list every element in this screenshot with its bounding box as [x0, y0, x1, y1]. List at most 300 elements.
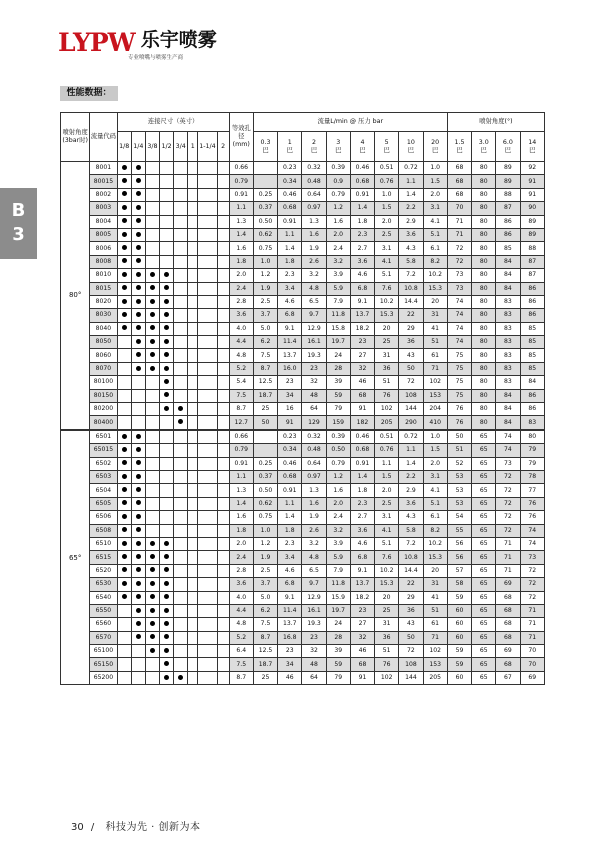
orifice-cell: 0.91	[229, 188, 253, 201]
connection-cell	[117, 645, 131, 658]
flow-cell: 0.72	[399, 430, 423, 444]
orifice-cell: 0.66	[229, 430, 253, 444]
table-row	[61, 484, 545, 497]
connection-cell	[117, 295, 131, 308]
connection-cell	[145, 658, 159, 671]
available-dot-icon	[136, 165, 141, 170]
connection-cell	[159, 484, 173, 497]
connection-cell	[159, 188, 173, 201]
flow-cell: 0.91	[350, 457, 374, 470]
flow-cell: 3.9	[326, 269, 350, 282]
flow-cell: 15.8	[326, 322, 350, 335]
available-dot-icon	[122, 272, 127, 277]
table-row	[61, 430, 545, 444]
connection-cell	[174, 362, 188, 375]
angle-cell: 72	[520, 578, 544, 591]
header-conn-size: 1	[188, 132, 198, 162]
flow-cell: 4.1	[375, 255, 399, 268]
connection-cell	[159, 604, 173, 617]
connection-cell	[131, 604, 145, 617]
flow-cell: 1.4	[278, 242, 302, 255]
page-footer	[71, 818, 201, 833]
connection-cell	[198, 269, 217, 282]
flow-cell: 3.1	[375, 511, 399, 524]
available-dot-icon	[136, 634, 141, 639]
connection-cell	[217, 537, 229, 550]
flow-cell: 91	[350, 671, 374, 684]
connection-cell	[188, 416, 198, 430]
connection-cell	[145, 322, 159, 335]
connection-cell	[188, 537, 198, 550]
connection-cell	[217, 175, 229, 188]
connection-cell	[117, 175, 131, 188]
flow-cell: 1.6	[326, 215, 350, 228]
connection-cell	[131, 578, 145, 591]
angle-cell: 60	[447, 631, 471, 644]
connection-cell	[198, 309, 217, 322]
angle-cell: 86	[520, 403, 544, 416]
connection-cell	[117, 202, 131, 215]
flow-cell: 61	[423, 349, 447, 362]
orifice-cell: 4.0	[229, 591, 253, 604]
connection-cell	[188, 551, 198, 564]
angle-cell: 65	[472, 497, 496, 510]
flow-cell	[253, 444, 277, 457]
flow-cell: 68	[350, 389, 374, 402]
flow-cell: 6.8	[350, 551, 374, 564]
flow-cell: 0.97	[302, 470, 326, 483]
connection-cell	[188, 671, 198, 684]
connection-cell	[145, 618, 159, 631]
connection-cell	[188, 631, 198, 644]
flow-cell: 29	[399, 322, 423, 335]
connection-cell	[174, 484, 188, 497]
flow-cell: 1.1	[375, 457, 399, 470]
connection-cell	[131, 295, 145, 308]
connection-cell	[117, 591, 131, 604]
table-row	[61, 604, 545, 617]
available-dot-icon	[164, 648, 169, 653]
flow-code-cell: 8040	[90, 322, 117, 335]
available-dot-icon	[178, 675, 183, 680]
available-dot-icon	[164, 406, 169, 411]
flow-cell: 27	[350, 618, 374, 631]
connection-cell	[217, 618, 229, 631]
pressure-unit: 巴	[262, 146, 269, 154]
table-row	[61, 511, 545, 524]
angle-cell: 70	[520, 658, 544, 671]
flow-cell: 144	[399, 403, 423, 416]
flow-cell: 3.2	[326, 255, 350, 268]
orifice-cell: 3.6	[229, 578, 253, 591]
connection-cell	[159, 215, 173, 228]
available-dot-icon	[122, 285, 127, 290]
flow-cell: 4.1	[423, 215, 447, 228]
connection-cell	[188, 242, 198, 255]
flow-cell: 32	[302, 645, 326, 658]
flow-cell: 20	[423, 564, 447, 577]
flow-cell: 31	[375, 349, 399, 362]
flow-cell: 15.3	[423, 551, 447, 564]
flow-cell: 2.2	[399, 470, 423, 483]
angle-cell: 69	[496, 578, 520, 591]
flow-cell: 9.7	[302, 309, 326, 322]
flow-cell: 4.1	[375, 524, 399, 537]
flow-cell: 1.5	[375, 202, 399, 215]
connection-cell	[159, 537, 173, 550]
connection-cell	[188, 255, 198, 268]
angle-cell: 83	[520, 416, 544, 430]
orifice-cell: 8.7	[229, 403, 253, 416]
connection-cell	[188, 175, 198, 188]
connection-cell	[188, 403, 198, 416]
flow-cell: 108	[399, 658, 423, 671]
connection-cell	[131, 202, 145, 215]
angle-cell: 80	[472, 269, 496, 282]
connection-cell	[174, 228, 188, 241]
flow-cell: 0.50	[253, 484, 277, 497]
connection-cell	[131, 188, 145, 201]
available-dot-icon	[150, 554, 155, 559]
table-row	[61, 175, 545, 188]
flow-cell: 5.0	[253, 591, 277, 604]
available-dot-icon	[136, 272, 141, 277]
angle-pressure-value: 1.5	[454, 138, 465, 146]
connection-cell	[159, 309, 173, 322]
connection-cell	[159, 376, 173, 389]
connection-cell	[188, 389, 198, 402]
connection-cell	[198, 188, 217, 201]
flow-cell: 1.0	[423, 430, 447, 444]
connection-cell	[188, 645, 198, 658]
header-conn-size: 1/8	[117, 132, 131, 162]
flow-cell: 0.46	[350, 162, 374, 175]
available-dot-icon	[178, 406, 183, 411]
connection-cell	[198, 497, 217, 510]
angle-cell: 51	[447, 444, 471, 457]
flow-cell: 10.8	[399, 282, 423, 295]
flow-cell: 11.8	[326, 309, 350, 322]
available-dot-icon	[164, 392, 169, 397]
connection-cell	[145, 578, 159, 591]
connection-cell	[145, 175, 159, 188]
connection-cell	[188, 470, 198, 483]
connection-cell	[174, 444, 188, 457]
flow-cell: 2.5	[375, 228, 399, 241]
connection-cell	[174, 255, 188, 268]
connection-cell	[174, 269, 188, 282]
connection-cell	[198, 430, 217, 444]
orifice-cell: 4.8	[229, 349, 253, 362]
connection-cell	[159, 591, 173, 604]
angle-cell: 85	[520, 322, 544, 335]
flow-code-cell: 6515	[90, 551, 117, 564]
connection-cell	[188, 228, 198, 241]
orifice-cell: 2.0	[229, 537, 253, 550]
connection-cell	[188, 269, 198, 282]
flow-cell: 2.4	[326, 511, 350, 524]
flow-cell: 10.8	[399, 551, 423, 564]
flow-cell: 0.39	[326, 430, 350, 444]
pressure-value: 1	[287, 138, 292, 146]
connection-cell	[198, 537, 217, 550]
available-dot-icon	[164, 675, 169, 680]
connection-cell	[188, 604, 198, 617]
available-dot-icon	[122, 567, 127, 572]
flow-cell: 0.62	[253, 497, 277, 510]
angle-cell: 53	[447, 497, 471, 510]
connection-cell	[217, 188, 229, 201]
angle-cell: 65	[472, 671, 496, 684]
angle-cell: 73	[447, 282, 471, 295]
flow-cell: 0.68	[350, 444, 374, 457]
angle-cell: 65	[472, 511, 496, 524]
flow-cell: 6.2	[253, 604, 277, 617]
flow-cell: 159	[326, 416, 350, 430]
flow-cell: 27	[350, 349, 374, 362]
angle-cell: 54	[447, 511, 471, 524]
connection-cell	[217, 269, 229, 282]
flow-cell: 11.4	[278, 604, 302, 617]
flow-cell: 4.6	[350, 269, 374, 282]
angle-cell: 65	[472, 618, 496, 631]
connection-cell	[198, 322, 217, 335]
flow-cell: 2.5	[253, 564, 277, 577]
pressure-value: 20	[431, 138, 440, 146]
flow-cell: 7.6	[375, 551, 399, 564]
angle-cell: 74	[447, 295, 471, 308]
flow-cell: 51	[375, 376, 399, 389]
connection-cell	[131, 403, 145, 416]
flow-cell: 8.7	[253, 631, 277, 644]
connection-cell	[131, 416, 145, 430]
angle-cell: 80	[472, 228, 496, 241]
available-dot-icon	[150, 339, 155, 344]
connection-cell	[131, 671, 145, 684]
flow-cell: 91	[278, 416, 302, 430]
table-row	[61, 564, 545, 577]
flow-code-cell: 6530	[90, 578, 117, 591]
flow-cell: 36	[399, 336, 423, 349]
angle-cell: 68	[496, 604, 520, 617]
available-dot-icon	[122, 514, 127, 519]
connection-cell	[217, 484, 229, 497]
connection-cell	[174, 591, 188, 604]
angle-cell: 88	[520, 242, 544, 255]
angle-cell: 76	[520, 497, 544, 510]
available-dot-icon	[136, 245, 141, 250]
flow-cell: 32	[350, 362, 374, 375]
connection-cell	[159, 389, 173, 402]
orifice-cell: 7.5	[229, 389, 253, 402]
available-dot-icon	[150, 567, 155, 572]
header-conn-size: 1-1/4	[198, 132, 217, 162]
flow-cell: 15.3	[375, 578, 399, 591]
angle-cell: 84	[496, 255, 520, 268]
angle-cell: 65	[472, 430, 496, 444]
angle-cell: 75	[447, 349, 471, 362]
angle-cell: 65	[472, 645, 496, 658]
connection-cell	[145, 228, 159, 241]
connection-cell	[117, 269, 131, 282]
orifice-cell: 0.79	[229, 444, 253, 457]
connection-cell	[159, 202, 173, 215]
angle-cell: 65	[472, 578, 496, 591]
connection-cell	[131, 389, 145, 402]
flow-cell: 1.5	[423, 444, 447, 457]
connection-cell	[188, 309, 198, 322]
angle-cell: 80	[472, 349, 496, 362]
flow-cell: 0.68	[278, 202, 302, 215]
flow-code-cell: 80015	[90, 175, 117, 188]
header-conn-size: 1/2	[159, 132, 173, 162]
connection-cell	[159, 564, 173, 577]
table-row	[61, 376, 545, 389]
angle-cell: 65	[472, 537, 496, 550]
table-row	[61, 578, 545, 591]
available-dot-icon	[136, 232, 141, 237]
connection-cell	[188, 188, 198, 201]
angle-cell: 68	[496, 631, 520, 644]
connection-cell	[131, 228, 145, 241]
angle-cell: 76	[447, 403, 471, 416]
chapter-tab	[0, 188, 37, 259]
flow-cell: 15.3	[375, 309, 399, 322]
available-dot-icon	[164, 541, 169, 546]
connection-cell	[117, 484, 131, 497]
angle-cell: 80	[472, 336, 496, 349]
connection-cell	[174, 537, 188, 550]
flow-cell: 25	[375, 336, 399, 349]
connection-cell	[159, 255, 173, 268]
orifice-cell: 6.4	[229, 645, 253, 658]
connection-cell	[145, 671, 159, 684]
angle-cell: 85	[520, 349, 544, 362]
available-dot-icon	[136, 460, 141, 465]
flow-cell: 10.2	[375, 564, 399, 577]
flow-cell: 9.1	[278, 591, 302, 604]
table-row	[61, 524, 545, 537]
flow-cell: 2.0	[326, 228, 350, 241]
flow-cell: 19.7	[326, 336, 350, 349]
angle-cell: 83	[496, 349, 520, 362]
flow-cell: 6.1	[423, 242, 447, 255]
flow-cell: 0.51	[375, 162, 399, 175]
connection-cell	[131, 564, 145, 577]
flow-cell: 31	[423, 309, 447, 322]
connection-cell	[217, 497, 229, 510]
available-dot-icon	[136, 218, 141, 223]
flow-cell: 0.46	[278, 457, 302, 470]
flow-cell: 7.5	[253, 349, 277, 362]
orifice-cell: 2.8	[229, 564, 253, 577]
connection-cell	[117, 282, 131, 295]
connection-cell	[117, 309, 131, 322]
flow-cell: 0.64	[302, 188, 326, 201]
connection-cell	[217, 604, 229, 617]
connection-cell	[117, 551, 131, 564]
flow-cell: 129	[302, 416, 326, 430]
flow-cell: 0.39	[326, 162, 350, 175]
header-angle-pressure	[520, 132, 544, 162]
connection-cell	[117, 564, 131, 577]
available-dot-icon	[122, 299, 127, 304]
table-row	[61, 162, 545, 175]
flow-cell: 0.79	[326, 188, 350, 201]
flow-cell: 61	[423, 618, 447, 631]
flow-cell: 1.4	[278, 511, 302, 524]
angle-cell: 76	[447, 416, 471, 430]
available-dot-icon	[164, 581, 169, 586]
flow-code-cell: 8006	[90, 242, 117, 255]
header-pressure	[326, 132, 350, 162]
connection-cell	[217, 403, 229, 416]
connection-cell	[174, 215, 188, 228]
pressure-value: 0.3	[260, 138, 271, 146]
connection-cell	[217, 645, 229, 658]
flow-cell: 153	[423, 389, 447, 402]
connection-cell	[145, 457, 159, 470]
angle-cell: 91	[520, 175, 544, 188]
flow-code-cell: 8001	[90, 162, 117, 175]
connection-cell	[174, 175, 188, 188]
flow-cell: 1.4	[399, 457, 423, 470]
flow-cell: 6.1	[423, 511, 447, 524]
footer-separator: /	[90, 822, 95, 833]
flow-cell: 0.32	[302, 162, 326, 175]
angle-cell: 74	[496, 444, 520, 457]
connection-cell	[174, 671, 188, 684]
flow-cell: 59	[326, 658, 350, 671]
flow-cell: 1.8	[350, 215, 374, 228]
angle-cell: 80	[472, 162, 496, 175]
flow-cell: 19.3	[302, 618, 326, 631]
angle-cell: 65	[472, 631, 496, 644]
available-dot-icon	[122, 258, 127, 263]
available-dot-icon	[122, 205, 127, 210]
angle-cell: 71	[520, 618, 544, 631]
available-dot-icon	[164, 325, 169, 330]
flow-cell: 1.0	[253, 524, 277, 537]
flow-cell: 2.7	[350, 242, 374, 255]
flow-cell: 1.6	[326, 484, 350, 497]
flow-cell: 9.1	[350, 295, 374, 308]
flow-cell: 9.1	[350, 564, 374, 577]
connection-cell	[188, 162, 198, 175]
footer-slogan: 科技为先 · 创新为本	[105, 822, 201, 833]
connection-cell	[159, 645, 173, 658]
flow-cell: 72	[399, 376, 423, 389]
flow-cell: 23	[350, 604, 374, 617]
flow-code-cell: 80150	[90, 389, 117, 402]
angle-cell: 79	[520, 444, 544, 457]
connection-cell	[198, 444, 217, 457]
connection-cell	[188, 202, 198, 215]
connection-cell	[145, 564, 159, 577]
flow-cell: 76	[375, 389, 399, 402]
connection-cell	[117, 215, 131, 228]
pressure-value: 3	[336, 138, 341, 146]
flow-cell: 6.8	[278, 309, 302, 322]
flow-cell: 20	[375, 591, 399, 604]
flow-cell: 15.3	[423, 282, 447, 295]
connection-cell	[188, 322, 198, 335]
angle-cell: 73	[520, 551, 544, 564]
connection-cell	[145, 162, 159, 175]
flow-cell: 7.2	[399, 269, 423, 282]
pressure-unit: 巴	[383, 146, 390, 154]
connection-cell	[198, 591, 217, 604]
